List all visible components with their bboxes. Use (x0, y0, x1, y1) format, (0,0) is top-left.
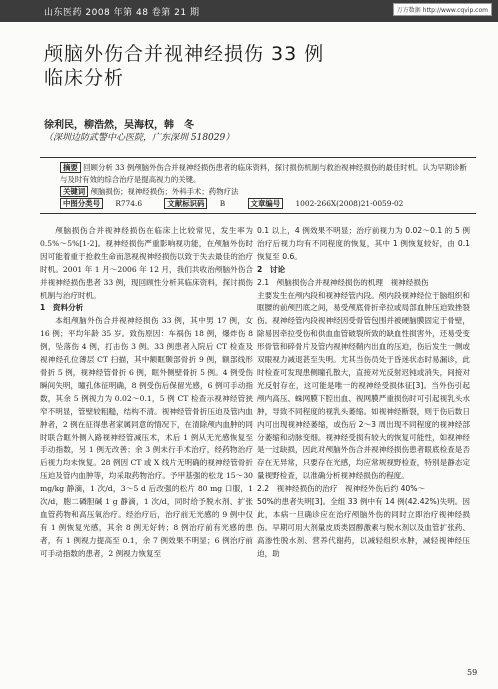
journal-issue-label: 山东医药 2008 年第 48 卷第 21 期 (44, 8, 200, 18)
body-paragraph: 颅脑损伤合并视神经损伤在临床上比较常见，发生率为 0.5%～5%[1-2]。视神经损伤严重影响视功能，在颅脑外伤时因可能着重于抢救生命而忽视视神经损伤以致于失去最佳的治疗时机。2001 年 1 月～2006 年 12 月，我们共收治颅脑外伤合并视神经损伤患者 33 例，现回顾性分析其临床资料，探讨损伤机制与治疗时机。 (40, 226, 253, 300)
abstract-box (40, 157, 476, 214)
keywords-tag: 关键词 (60, 186, 88, 197)
article-number-value: 1002-266X(2008)21-0059-02 (295, 199, 404, 208)
classification-line (40, 198, 476, 210)
body-paragraph: 50%的患者失明[3]。全组 33 例中有 14 例(42.42%)失明。因此，本病一旦确诊应在治疗颅脑外伤的同时立即治疗视神经损伤。早期可用大剂量皮质类固醇激素与脱水剂以及血管扩张药、高渗性脱水剂、营养代谢药，以减轻组织水肿，减轻视神经压迫，助 (257, 497, 470, 558)
clc-value: R774.6 (115, 199, 143, 208)
section-heading: 2.1 颅脑损伤合并视神经损伤的机理 视神经损伤 (257, 277, 429, 287)
affiliation: （深圳边防武警中心医院，广东深圳 518029） (44, 133, 235, 143)
section-heading: 2.2 视神经损伤的治疗 视神经外伤后约 40%～ (257, 484, 426, 494)
abstract-tag: 摘要 (60, 162, 81, 173)
keywords-text: 颅脑损伤；视神经损伤；外科手术；药物疗法 (90, 187, 239, 196)
article-number-tag: 文章编号 (248, 198, 284, 209)
title-line-1: 颅脑外伤合并视神经损伤 33 例 (44, 43, 325, 65)
clc-tag: 中图分类号 (60, 198, 103, 209)
left-text-column (40, 225, 253, 561)
page-number: 59 (467, 668, 478, 677)
article-title (44, 42, 344, 90)
doc-code-value: B (219, 199, 226, 208)
journal-header-bar (0, 0, 498, 22)
body-paragraph: 本组颅脑外伤合并视神经损伤 33 例，其中男 17 例，女 16 例；平均年龄 35 岁。致伤原因：车祸伤 18 例，爆炸伤 8 例，坠落伤 4 例，打击伤 3 例。33 例患者入院后 CT 检查及视神经孔位薄层 CT 扫描，其中额眶颞部骨折 9 例，额部线形骨折 5 例，视神经管骨折 6 例，眶外侧壁骨折 5 例。4 例受伤瞬间失明，瞳孔体征明确，8 例受伤后保留光感，6 例可手动指数，其余 5 例视力为 0.02～0.1，5 例 CT 检查示视神经管狭窄不明显，管壁较粗糙，结构不清。视神经管骨折压迫及管内血肿者，2 例在征得患者家属同意的情况下，在清除颅内血肿的同时联合眶外侧入路视神经管减压术，术后 1 例从无光感恢复至手动指数，另 1 例无改善；余 3 例未行手术治疗，经药物治疗后视力均未恢复。28 例因 CT 或 X 线片无明确的视神经管骨折压迫及管内血肿等，均采取药物治疗。予甲基强的松龙 15～30 mg/kg 静滴，1 次/d，3～5 d 后改强的松片 80 mg 口服，1 次/d，胞二磷胆碱 1 g 静滴，1 次/d，同时给予脱水剂、扩张血管药物和高压氧治疗。经治疗后，治疗前无光感的 9 例中仅有 1 例恢复光感，其余 8 例无好转；8 例治疗前有光感的患者，有 1 例视力提高至 0.1，余 7 例效果不明显；6 例治疗前可手动指数的患者，2 例视力恢复至 (40, 316, 253, 558)
right-text-column (257, 225, 470, 561)
doc-code-tag: 文献标识码 (164, 198, 207, 209)
keywords-paragraph (40, 186, 476, 198)
section-heading: 1 资料分析 (40, 303, 84, 313)
section-heading: 2 讨论 (257, 264, 286, 274)
abstract-text: 回顾分析 33 例颅脑外伤合并视神经损伤患者的临床资料，探讨损伤机制与救治视神经损伤的最佳时机。认为早期诊断与及时有效的综合治疗是提高视力的关键。 (60, 163, 467, 184)
database-logo[interactable]: 万方数据 http://www.cqvip.com (393, 3, 492, 16)
body-paragraph: 主要发生在颅内段和视神经管内段。颅内段视神经位于脑组织和眶腰的前颅凹底之间，易受颅底骨折牵拉或局部血肿压迫致挫裂伤。视神经管内段视神经因受骨管包围并被硬脑膜固定于骨壁，除易因牵拉受伤和供血血管破裂所致的缺血性损害外，还易受变形骨管和碎骨片及管内视神经鞘内出血的压迫，伤后发生一侧或双眼视力减退甚至失明。尤其当伤员处于昏迷状态时易漏诊，此时检查可发现患侧瞳孔散大，直接对光反射迟钝或消失，间接对光反射存在，这可能是唯一的视神经受损体征[3]。当外伤引起颅内高压、蛛网膜下腔出血、视网膜严重损伤时可引起视乳头水肿，导致不同程度的视乳头萎缩。如视神经断裂，则于伤后数日内可出现视神经萎缩，或伤后 2～3 周出现不同程度的视神经部分萎缩和动脉变细。视神经受损有较大的恢复可能性，如视神经是一过缺损，因此对颅脑外伤合并视神经损伤患者眼底检查是否存在无异常，只要存在光感，均应常规视野检查，特别是静态定量视野检查，以准确分析视神经损伤的程度。 (257, 290, 470, 481)
author-list: 徐利民，柳浩然，吴海权，韩 冬 (44, 120, 194, 131)
title-line-2: 临床分析 (44, 67, 125, 89)
abstract-paragraph (40, 162, 476, 186)
body-paragraph: 0.1 以上，4 例效果不明显；治疗前视力为 0.02～0.1 的 5 例治疗后视力均有不同程度的恢复，其中 1 例恢复较好，由 0.1 恢复至 0.6。 (257, 226, 470, 261)
